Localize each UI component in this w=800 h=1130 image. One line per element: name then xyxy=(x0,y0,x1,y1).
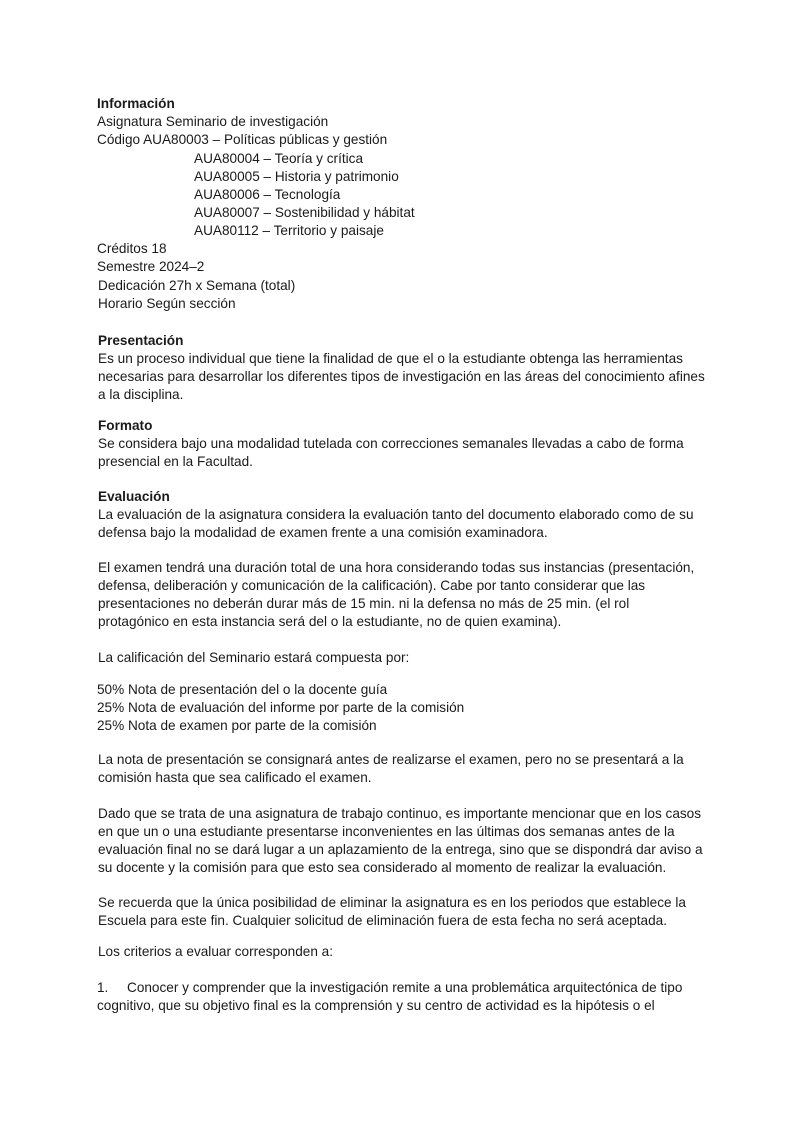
paragraph-line: comisión hasta que sea calificado el examen. xyxy=(98,770,372,785)
paragraph-line: El examen tendrá una duración total de una hora considerando todas sus instancias (presentación, xyxy=(98,560,695,575)
info-codigo-item: AUA80005 – Historia y patrimonio xyxy=(194,169,399,184)
paragraph-line: su docente y la comisión para que esto sea considerado al momento de realizar la evaluación. xyxy=(98,860,667,875)
criteria-number: 1. xyxy=(97,980,109,995)
paragraph-line: Es un proceso individual que tiene la finalidad de que el o la estudiante obtenga las herramientas xyxy=(98,351,683,366)
paragraph-line: La calificación del Seminario estará compuesta por: xyxy=(98,650,410,665)
info-creditos: Créditos 18 xyxy=(97,241,167,256)
paragraph-line: protagónico en esta instancia será del o la estudiante, no de quien examina). xyxy=(98,614,562,629)
paragraph-line: evaluación final no se dará lugar a un aplazamiento de la entrega, sino que se dispondrá dar aviso a xyxy=(98,842,703,857)
criteria-item xyxy=(97,979,682,997)
section-heading-presentacion: Presentación xyxy=(98,333,184,348)
paragraph-line: presencial en la Facultad. xyxy=(98,454,253,469)
paragraph-line: defensa bajo la modalidad de examen frente a una comisión examinadora. xyxy=(98,525,548,540)
paragraph-line: Se considera bajo una modalidad tutelada con correcciones semanales llevadas a cabo de forma xyxy=(98,436,684,451)
info-codigo-item: AUA80007 – Sostenibilidad y hábitat xyxy=(194,205,415,220)
grade-item: 25% Nota de evaluación del informe por parte de la comisión xyxy=(97,700,465,715)
paragraph-line: defensa, deliberación y comunicación de la calificación). Cabe por tanto considerar que las xyxy=(98,578,646,593)
info-semestre: Semestre 2024–2 xyxy=(97,259,205,274)
section-heading-formato: Formato xyxy=(98,418,153,433)
paragraph-line: Se recuerda que la única posibilidad de eliminar la asignatura es en los periodos que establece la xyxy=(98,895,686,910)
grade-item: 50% Nota de presentación del o la docente guía xyxy=(97,682,388,697)
paragraph-line: necesarias para desarrollar los diferentes tipos de investigación en las áreas del conocimiento afines xyxy=(98,369,705,384)
grade-item: 25% Nota de examen por parte de la comisión xyxy=(97,718,377,733)
info-codigo: Código AUA80003 – Políticas públicas y gestión xyxy=(97,132,388,147)
paragraph-line: Dado que se trata de una asignatura de trabajo continuo, es importante mencionar que en los casos xyxy=(98,806,702,821)
paragraph-line: a la disciplina. xyxy=(98,387,184,402)
info-horario: Horario Según sección xyxy=(98,296,236,311)
paragraph-line: Escuela para este fin. Cualquier solicitud de eliminación fuera de esta fecha no será aceptada. xyxy=(98,913,668,928)
paragraph-line: presentaciones no deberán durar más de 15 min. ni la defensa no más de 25 min. (el rol xyxy=(98,596,630,611)
paragraph-line: La evaluación de la asignatura considera la evaluación tanto del documento elaborado como de su xyxy=(98,507,694,522)
paragraph-line: Los criterios a evaluar corresponden a: xyxy=(98,944,333,959)
info-asignatura: Asignatura Seminario de investigación xyxy=(97,114,329,129)
section-heading-evaluacion: Evaluación xyxy=(98,489,170,504)
criteria-text: Conocer y comprender que la investigación remite a una problemática arquitectónica de tipo xyxy=(127,980,683,995)
info-codigo-item: AUA80112 – Territorio y paisaje xyxy=(194,223,384,238)
info-codigo-item: AUA80004 – Teoría y crítica xyxy=(194,151,364,166)
info-dedicacion: Dedicación 27h x Semana (total) xyxy=(98,278,296,293)
paragraph-line: La nota de presentación se consignará antes de realizarse el examen, pero no se presentará a la xyxy=(98,752,684,767)
criteria-item-continued: cognitivo, que su objetivo final es la comprensión y su centro de actividad es la hipótesis o el xyxy=(97,998,655,1013)
info-codigo-item: AUA80006 – Tecnología xyxy=(194,187,341,202)
paragraph-line: en que un o una estudiante presentarse inconvenientes en las últimas dos semanas antes de la xyxy=(98,824,675,839)
section-heading-informacion: Información xyxy=(97,96,175,111)
